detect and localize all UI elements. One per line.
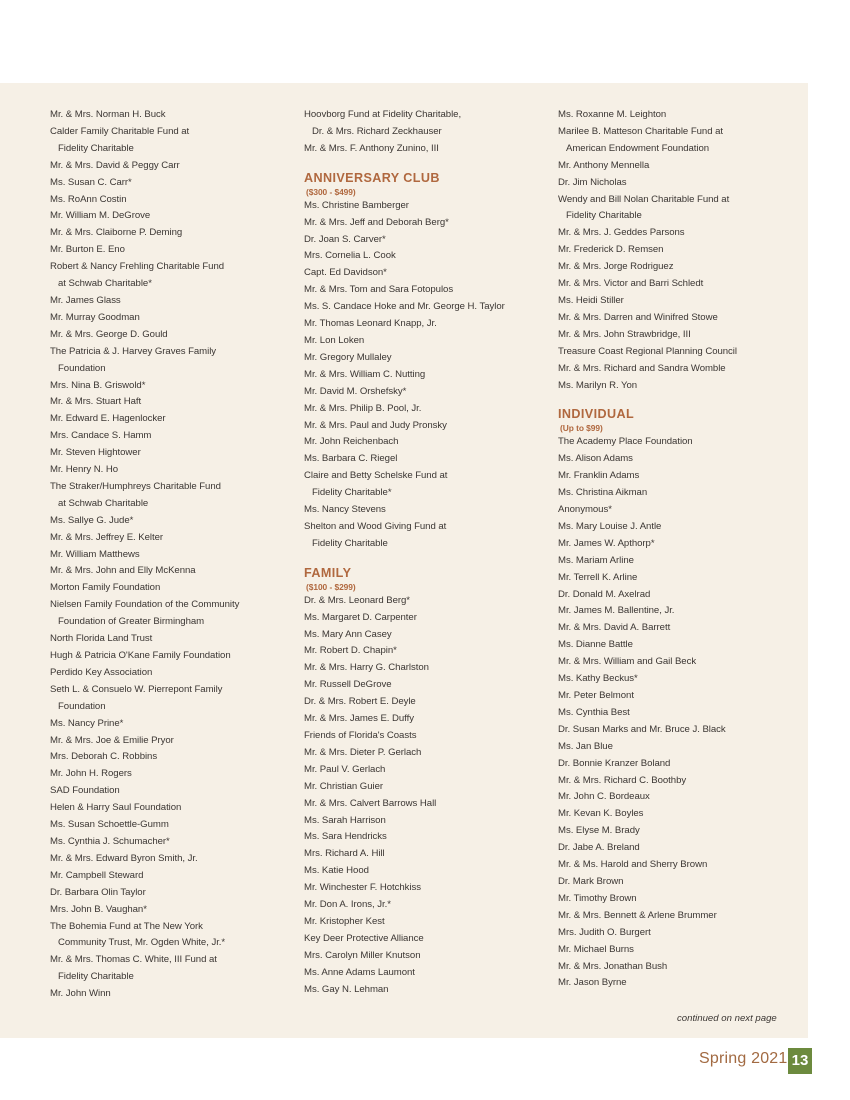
- donor-name: Ms. Barbara C. Riegel: [304, 453, 398, 465]
- donor-name: Ms. Anne Adams Laumont: [304, 966, 415, 978]
- donor-name: Dr. & Mrs. Robert E. Deyle: [304, 696, 416, 708]
- donor-name-continued: Fidelity Charitable*: [312, 487, 392, 499]
- donor-name: Mr. David M. Orshefsky*: [304, 385, 407, 397]
- donor-column-2: [304, 107, 544, 999]
- donor-name: Mr. Campbell Steward: [50, 869, 144, 881]
- donor-column-1: [50, 107, 290, 1003]
- donor-name: Mr. & Mrs. John Strawbridge, III: [558, 328, 691, 340]
- donor-name: Mr. James M. Ballentine, Jr.: [558, 605, 675, 617]
- donor-name: Anonymous*: [558, 504, 612, 516]
- donor-name: Ms. Susan Schoettle-Gumm: [50, 819, 169, 831]
- donor-name-continued: Fidelity Charitable: [58, 142, 134, 154]
- donor-name: Mr. Michael Burns: [558, 943, 634, 955]
- donor-name: Dr. Jabe A. Breland: [558, 842, 640, 854]
- donor-name-continued: Dr. & Mrs. Richard Zeckhauser: [312, 125, 442, 137]
- donor-name-continued: at Schwab Charitable*: [58, 278, 152, 290]
- donor-name: Ms. Sara Hendricks: [304, 831, 387, 843]
- donor-name: The Academy Place Foundation: [558, 436, 693, 448]
- donor-name: Friends of Florida's Coasts: [304, 730, 417, 741]
- donor-name: Mr. Paul V. Gerlach: [304, 763, 386, 775]
- donor-name: Dr. Susan Marks and Mr. Bruce J. Black: [558, 723, 726, 735]
- donor-name: Mr. & Mrs. Paul and Judy Pronsky: [304, 419, 447, 431]
- donor-name-continued: Community Trust, Mr. Ogden White, Jr.*: [58, 937, 226, 949]
- donor-name: Treasure Coast Regional Planning Council: [558, 345, 737, 357]
- donor-name: Shelton and Wood Giving Fund at: [304, 520, 447, 532]
- donor-name: Mr. & Mrs. Tom and Sara Fotopulos: [304, 284, 454, 296]
- donor-name-continued: Fidelity Charitable: [312, 537, 388, 549]
- donor-name: Mr. & Mrs. Stuart Haft: [50, 396, 142, 408]
- donor-name: Claire and Betty Schelske Fund at: [304, 470, 448, 482]
- donor-name: Ms. Nancy Prine*: [50, 717, 124, 729]
- donor-name: Mr. John C. Bordeaux: [558, 791, 650, 803]
- donor-name: Mr. & Mrs. Claiborne P. Deming: [50, 227, 183, 239]
- donor-name: Mr. & Mrs. Edward Byron Smith, Jr.: [50, 852, 198, 864]
- donor-name: Ms. Alison Adams: [558, 453, 633, 465]
- page-number: 13: [788, 1048, 812, 1074]
- donor-name: Ms. S. Candace Hoke and Mr. George H. Taylor: [304, 301, 505, 313]
- donor-name: Mr. & Mrs. Richard C. Boothby: [558, 774, 687, 786]
- donor-name: Ms. Christina Aikman: [558, 487, 648, 499]
- donor-name: Mrs. Carolyn Miller Knutson: [304, 949, 421, 961]
- donor-name: Hoovborg Fund at Fidelity Charitable,: [304, 109, 462, 120]
- donor-name: Ms. Katie Hood: [304, 865, 369, 877]
- donor-name: Ms. Christine Bamberger: [304, 199, 409, 211]
- donor-name: Mr. & Mrs. Thomas C. White, III Fund at: [50, 954, 217, 966]
- donor-name: Mr. & Mrs. Philip B. Pool, Jr.: [304, 402, 422, 414]
- donor-name: Mr. Frederick D. Remsen: [558, 244, 664, 256]
- donor-name: Mr. & Mrs. Bennett & Arlene Brummer: [558, 909, 717, 921]
- donor-name: Mr. & Mrs. Richard and Sandra Womble: [558, 362, 726, 374]
- donor-name: Mr. James Glass: [50, 294, 121, 306]
- donor-name: Mr. & Mrs. Jeff and Deborah Berg*: [304, 216, 449, 228]
- donor-name: Ms. Dianne Battle: [558, 639, 633, 651]
- section-title: ANNIVERSARY CLUB: [304, 170, 440, 185]
- donor-name: Ms. Sarah Harrison: [304, 814, 386, 826]
- donor-name: Ms. Cynthia Best: [558, 706, 630, 718]
- donor-name: Mr. James W. Apthorp*: [558, 537, 655, 549]
- donor-name: Mr. & Mrs. George D. Gould: [50, 328, 168, 340]
- donor-name: Mr. Edward E. Hagenlocker: [50, 413, 166, 425]
- donor-name: Morton Family Foundation: [50, 582, 161, 594]
- section-title: INDIVIDUAL: [558, 407, 635, 422]
- donor-name: Mr. John Reichenbach: [304, 436, 399, 448]
- section-range: ($100 - $299): [306, 581, 356, 592]
- donor-name: Mr. William Matthews: [50, 548, 140, 560]
- section-range: (Up to $99): [560, 423, 603, 434]
- donor-name: Mr. & Ms. Harold and Sherry Brown: [558, 859, 708, 871]
- donor-name: Mrs. Nina B. Griswold*: [50, 379, 146, 391]
- donor-name: Mr. Henry N. Ho: [50, 464, 119, 476]
- donor-name-continued: Foundation: [58, 700, 106, 712]
- donor-name: Mr. & Mrs. Darren and Winifred Stowe: [558, 311, 718, 323]
- donor-name: Mr. & Mrs. Dieter P. Gerlach: [304, 746, 422, 758]
- donor-name: Mr. & Mrs. William and Gail Beck: [558, 656, 697, 668]
- donor-name: Mr. Timothy Brown: [558, 892, 637, 904]
- donor-name: Mr. Russell DeGrove: [304, 679, 392, 691]
- donor-name: The Straker/Humphreys Charitable Fund: [50, 480, 221, 492]
- donor-name: Mr. & Mrs. Jeffrey E. Kelter: [50, 531, 164, 543]
- donor-name: Helen & Harry Saul Foundation: [50, 802, 182, 814]
- donor-name: Hugh & Patricia O'Kane Family Foundation: [50, 650, 231, 661]
- donor-name: Mrs. Candace S. Hamm: [50, 430, 152, 442]
- donor-name: Mr. Robert D. Chapin*: [304, 645, 397, 657]
- donor-name: Mr. & Mrs. David A. Barrett: [558, 622, 671, 634]
- donor-name: Mr. & Mrs. Victor and Barri Schledt: [558, 278, 704, 290]
- donor-name: Dr. Mark Brown: [558, 875, 624, 887]
- donor-name: Mr. & Mrs. J. Geddes Parsons: [558, 227, 685, 239]
- donor-name-continued: Fidelity Charitable: [566, 210, 642, 222]
- donor-name: The Bohemia Fund at The New York: [50, 920, 203, 932]
- donor-name: Wendy and Bill Nolan Charitable Fund at: [558, 193, 730, 205]
- donor-name: Calder Family Charitable Fund at: [50, 125, 190, 137]
- donor-name: Dr. Donald M. Axelrad: [558, 588, 651, 600]
- donor-name: Ms. Marilyn R. Yon: [558, 379, 638, 391]
- donor-name-continued: Fidelity Charitable: [58, 971, 134, 983]
- donor-name: Mr. Gregory Mullaley: [304, 351, 392, 363]
- donor-name: Mr. Winchester F. Hotchkiss: [304, 882, 421, 894]
- donor-name: Ms. Nancy Stevens: [304, 504, 386, 516]
- donor-name: Ms. Mary Ann Casey: [304, 628, 392, 640]
- donor-name: Mrs. Richard A. Hill: [304, 848, 385, 860]
- donor-name: Ms. Susan C. Carr*: [50, 176, 132, 188]
- donor-name: Dr. Bonnie Kranzer Boland: [558, 757, 671, 769]
- donor-name: Mr. John H. Rogers: [50, 768, 132, 780]
- donor-name: Mr. Terrell K. Arline: [558, 571, 638, 583]
- donor-name: Mr. & Mrs. Harry G. Charlston: [304, 662, 429, 674]
- donor-name: Mr. & Mrs. Joe & Emilie Pryor: [50, 734, 174, 746]
- donor-name: Mr. & Mrs. David & Peggy Carr: [50, 159, 180, 171]
- donor-name: Ms. Roxanne M. Leighton: [558, 109, 667, 120]
- donor-name: Mr. Steven Hightower: [50, 447, 141, 459]
- donor-name-continued: American Endowment Foundation: [566, 142, 710, 154]
- donor-name: Mrs. Judith O. Burgert: [558, 926, 651, 938]
- donor-name: Mr. Christian Guier: [304, 780, 384, 792]
- donor-name: Mr. Franklin Adams: [558, 470, 640, 482]
- donor-name: Marilee B. Matteson Charitable Fund at: [558, 125, 724, 137]
- donor-name: Dr. & Mrs. Leonard Berg*: [304, 594, 410, 606]
- donor-name: Perdido Key Association: [50, 666, 153, 678]
- donor-name: Ms. Sallye G. Jude*: [50, 514, 134, 526]
- donor-name: Mr. Anthony Mennella: [558, 159, 650, 171]
- donor-name: Mr. & Mrs. Jorge Rodriguez: [558, 261, 674, 273]
- donor-name: SAD Foundation: [50, 785, 120, 797]
- donor-name: Ms. Heidi Stiller: [558, 294, 624, 306]
- donor-name: Mr. & Mrs. F. Anthony Zunino, III: [304, 142, 439, 154]
- donor-name: Mr. Peter Belmont: [558, 690, 634, 701]
- donor-name: Key Deer Protective Alliance: [304, 932, 424, 944]
- donor-name: Nielsen Family Foundation of the Community: [50, 599, 240, 611]
- donor-name: Mr. Kristopher Kest: [304, 915, 385, 927]
- continued-note: continued on next page: [677, 1013, 777, 1024]
- donor-name: Mr. William M. DeGrove: [50, 210, 151, 222]
- donor-name: Ms. Cynthia J. Schumacher*: [50, 835, 170, 847]
- donor-name: Mrs. Deborah C. Robbins: [50, 751, 158, 763]
- donor-name: The Patricia & J. Harvey Graves Family: [50, 345, 217, 357]
- donor-name: Mr. & Mrs. Norman H. Buck: [50, 109, 166, 120]
- donor-name: Mr. Lon Loken: [304, 334, 365, 346]
- donor-name: Mr. Kevan K. Boyles: [558, 808, 644, 820]
- donor-name: Ms. Mary Louise J. Antle: [558, 520, 662, 532]
- donor-name: Robert & Nancy Frehling Charitable Fund: [50, 261, 225, 273]
- donor-name: Ms. Margaret D. Carpenter: [304, 611, 417, 623]
- donor-name: Mr. Don A. Irons, Jr.*: [304, 899, 391, 911]
- donor-name: Mr. John Winn: [50, 988, 111, 1000]
- donor-name: Mr. Burton E. Eno: [50, 244, 125, 256]
- donor-name-continued: Foundation: [58, 362, 106, 374]
- donor-name: Mrs. John B. Vaughan*: [50, 903, 147, 915]
- donor-column-3: [558, 107, 798, 992]
- donor-name: Ms. Gay N. Lehman: [304, 983, 389, 995]
- donor-name: Ms. Elyse M. Brady: [558, 825, 640, 837]
- footer-season: Spring 2021: [699, 1050, 788, 1067]
- donor-name-continued: Foundation of Greater Birmingham: [58, 616, 205, 628]
- section-title: FAMILY: [304, 565, 352, 580]
- donor-name: Mr. & Mrs. William C. Nutting: [304, 368, 426, 380]
- donor-name: Dr. Jim Nicholas: [558, 176, 627, 188]
- donor-name: Mr. & Mrs. Calvert Barrows Hall: [304, 797, 437, 809]
- donor-name: Mr. & Mrs. Jonathan Bush: [558, 960, 668, 972]
- donor-name: Ms. RoAnn Costin: [50, 193, 127, 205]
- donor-name: Mr. Jason Byrne: [558, 977, 627, 989]
- donor-name: Ms. Mariam Arline: [558, 554, 634, 566]
- donor-name: Capt. Ed Davidson*: [304, 267, 387, 279]
- donor-name: Mr. & Mrs. John and Elly McKenna: [50, 565, 196, 577]
- donor-name: Mr. Murray Goodman: [50, 311, 140, 323]
- section-range: ($300 - $499): [306, 186, 356, 197]
- donor-name: Ms. Kathy Beckus*: [558, 673, 638, 685]
- donor-name: North Florida Land Trust: [50, 633, 153, 645]
- donor-name: Seth L. & Consuelo W. Pierrepont Family: [50, 683, 223, 695]
- donor-name: Mrs. Cornelia L. Cook: [304, 250, 396, 262]
- donor-name: Dr. Joan S. Carver*: [304, 233, 386, 245]
- donor-name: Ms. Jan Blue: [558, 740, 613, 752]
- donor-name: Dr. Barbara Olin Taylor: [50, 886, 146, 898]
- donor-name-continued: at Schwab Charitable: [58, 497, 149, 509]
- donor-name: Mr. & Mrs. James E. Duffy: [304, 713, 414, 725]
- donor-name: Mr. Thomas Leonard Knapp, Jr.: [304, 318, 437, 330]
